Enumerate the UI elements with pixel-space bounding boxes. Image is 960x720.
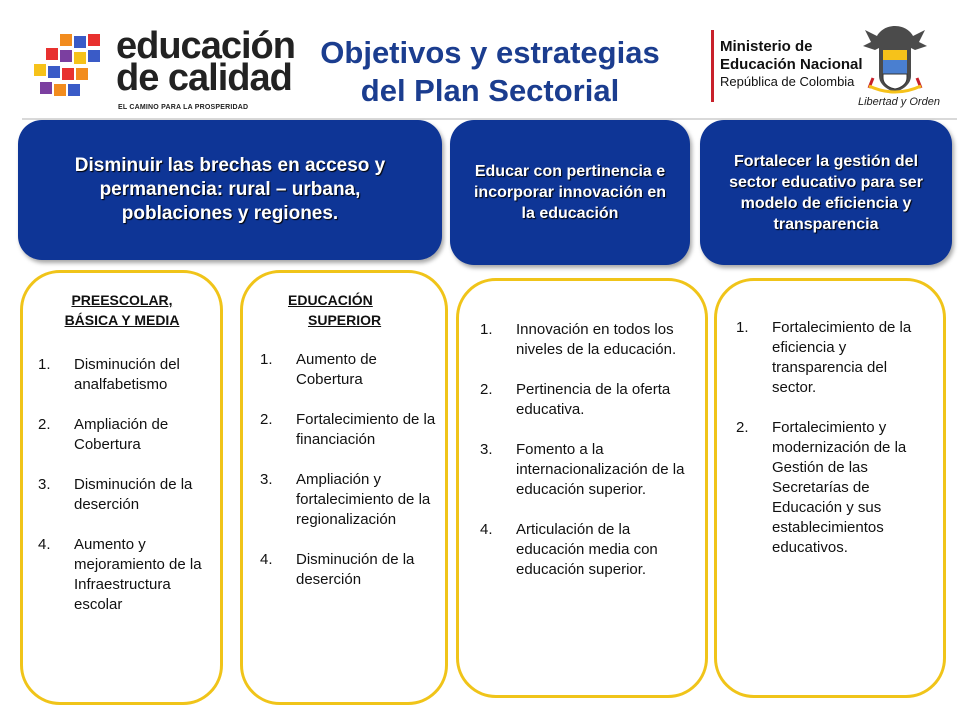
educacion-de-calidad-logo [30, 24, 295, 111]
list-item [480, 320, 695, 360]
list-item [260, 410, 438, 450]
list-item [38, 535, 210, 615]
item-text: Pertinencia de la oferta educativa. [516, 381, 671, 418]
list-item [480, 380, 695, 420]
column-4-list [736, 318, 931, 578]
title-line-2: del Plan Sectorial [360, 73, 620, 108]
title-line-1: Objetivos y estrategias [320, 35, 660, 70]
logo-tagline: EL CAMINO PARA LA PROSPERIDAD [118, 104, 249, 111]
list-item [480, 520, 695, 580]
list-item [736, 318, 931, 398]
list-item [38, 475, 210, 515]
logo-text-de-calidad: de calidad [116, 57, 292, 99]
list-item [38, 355, 210, 395]
item-number: 2. [38, 416, 51, 433]
list-item [38, 415, 210, 455]
item-number: 3. [38, 476, 51, 493]
ministry-line-1: Ministerio de [720, 38, 813, 55]
column-1-heading-line-2: BÁSICA Y MEDIA [64, 312, 180, 328]
item-number: 2. [260, 411, 273, 428]
item-text: Fortalecimiento y modernización de la Gestión de las Secretarías de Educación y sus establecimientos educativos. [772, 419, 907, 556]
item-text: Fortalecimiento de la financiación [296, 411, 436, 448]
item-number: 2. [736, 419, 749, 436]
item-text: Aumento de Cobertura [296, 351, 377, 388]
item-text: Fomento a la internacionalización de la educación superior. [516, 441, 685, 498]
item-text: Articulación de la educación media con educación superior. [516, 521, 658, 578]
column-3-list [480, 320, 695, 600]
item-number: 1. [480, 321, 493, 338]
objective-2-pill [450, 120, 690, 265]
item-text: Ampliación y fortalecimiento de la regionalización [296, 471, 431, 528]
item-number: 2. [480, 381, 493, 398]
column-2-heading [262, 290, 432, 330]
item-text: Innovación en todos los niveles de la educación. [516, 321, 677, 358]
page-title [290, 34, 690, 110]
item-text: Aumento y mejoramiento de la Infraestructura escolar [74, 536, 202, 613]
item-number: 1. [736, 319, 749, 336]
logo-text-educacion: educación [116, 25, 295, 67]
objective-2-text: Educar con pertinencia e incorporar innovación en la educación [473, 163, 667, 222]
objective-1-text: Disminuir las brechas en acceso y permanencia: rural – urbana, poblaciones y regiones. [74, 155, 386, 224]
column-2-heading-line-2: SUPERIOR [308, 312, 382, 328]
column-1-heading-line-1: PREESCOLAR, [71, 292, 173, 308]
ministry-logo-text [720, 38, 863, 90]
column-2-list [260, 350, 438, 610]
objective-1-pill [18, 120, 442, 260]
ministry-line-2: Educación Nacional [720, 56, 863, 73]
column-2-heading-line-1: EDUCACIÓN [288, 292, 373, 308]
column-1-list [38, 355, 210, 635]
ministry-divider-bar [711, 30, 714, 102]
colored-cubes-icon [30, 32, 110, 102]
item-number: 4. [38, 536, 51, 553]
crest-motto: Libertad y Orden [858, 96, 940, 108]
item-text: Disminución de la deserción [74, 476, 193, 513]
item-text: Fortalecimiento de la eficiencia y transparencia del sector. [772, 319, 912, 396]
list-item [260, 470, 438, 530]
list-item [480, 440, 695, 500]
item-number: 1. [38, 356, 51, 373]
item-text: Disminución de la deserción [296, 551, 415, 588]
item-number: 4. [480, 521, 493, 538]
item-number: 1. [260, 351, 273, 368]
item-number: 3. [480, 441, 493, 458]
item-number: 4. [260, 551, 273, 568]
list-item [260, 550, 438, 590]
item-text: Disminución del analfabetismo [74, 356, 180, 393]
objective-3-text: Fortalecer la gestión del sector educativo para ser modelo de eficiencia y transparencia [729, 152, 923, 233]
objective-3-pill [700, 120, 952, 265]
item-number: 3. [260, 471, 273, 488]
column-1-heading [32, 290, 212, 330]
list-item [260, 350, 438, 390]
coat-of-arms-icon [855, 22, 935, 96]
item-text: Ampliación de Cobertura [74, 416, 169, 453]
list-item [736, 418, 931, 558]
ministry-line-3: República de Colombia [720, 74, 855, 89]
